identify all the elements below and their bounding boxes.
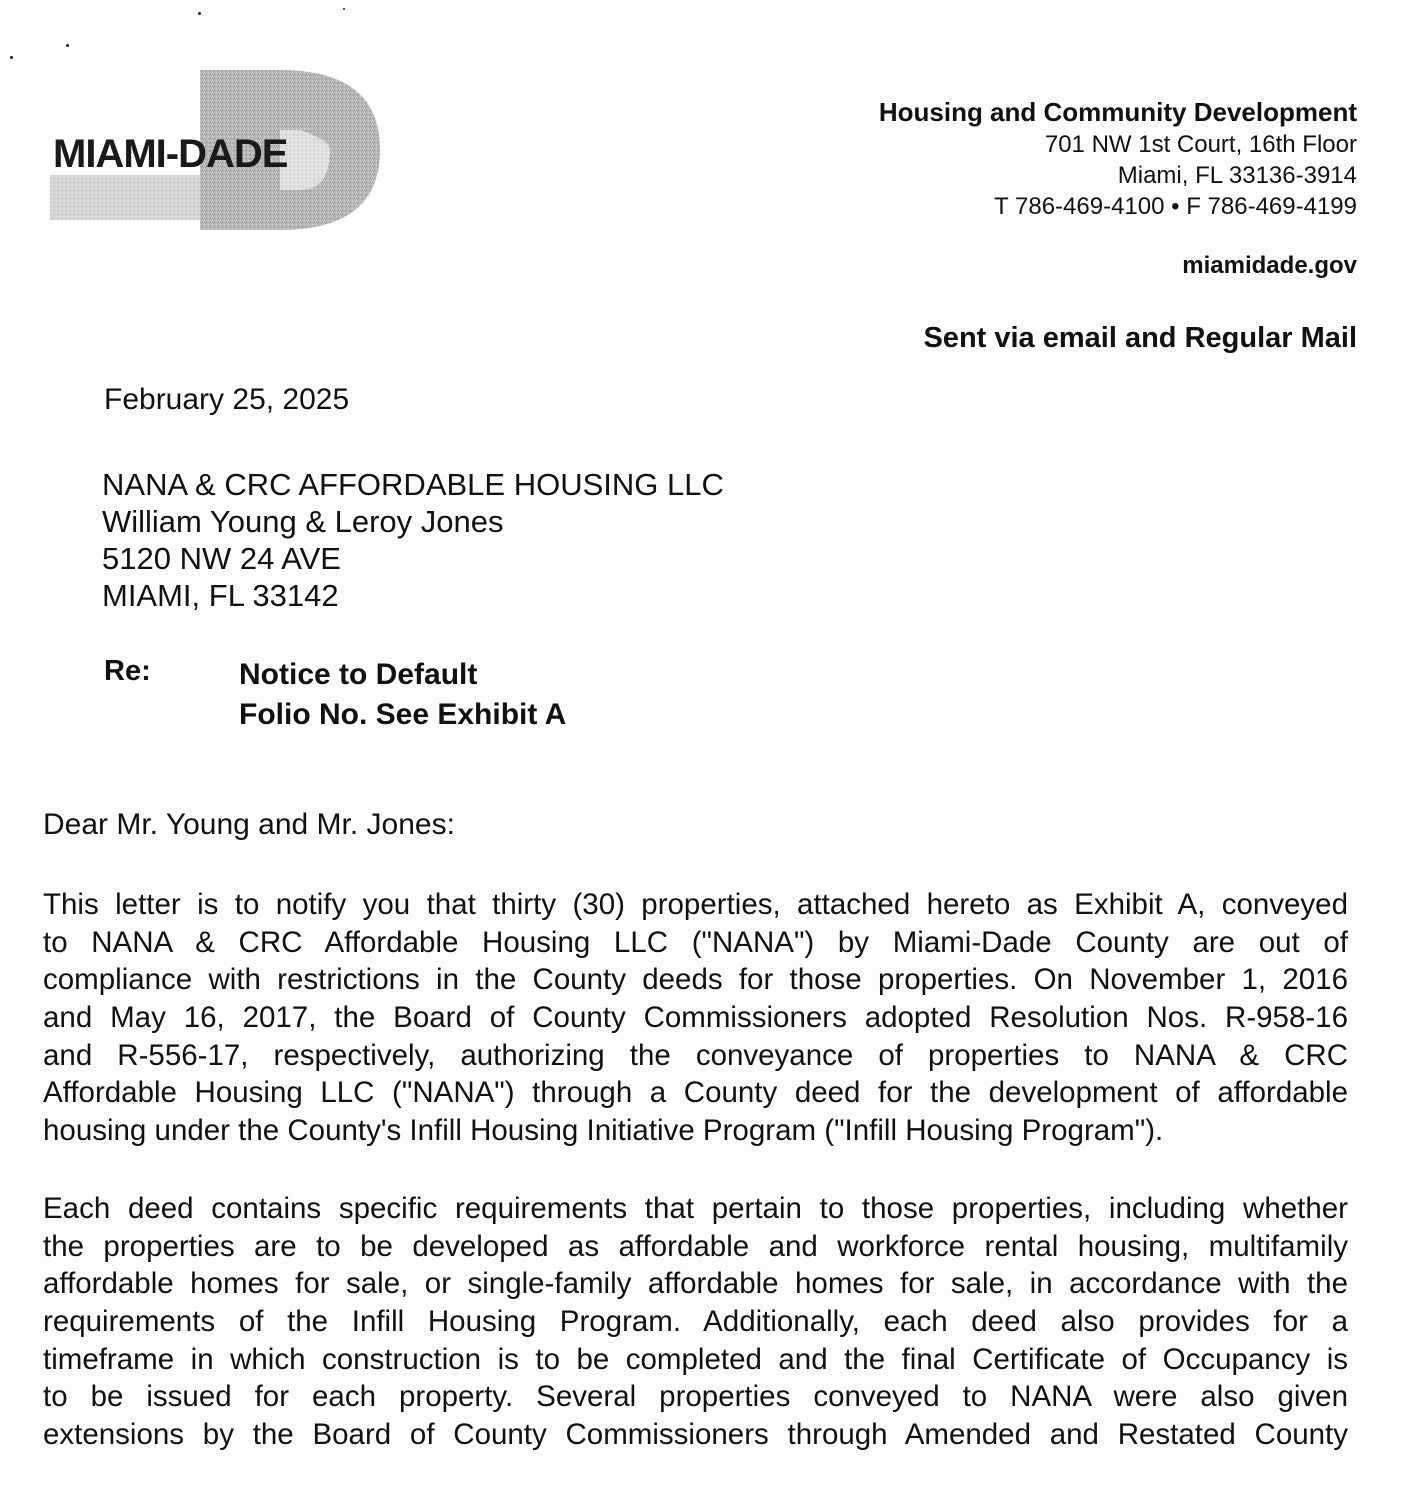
scan-speck — [66, 44, 69, 47]
letterhead-contact — [879, 95, 1357, 280]
body-paragraph-2 — [43, 1190, 1348, 1454]
paragraph-line: requirements of the Infill Housing Program. Additionally, each deed also provides for a — [43, 1305, 1348, 1339]
recipient-names: William Young & Leroy Jones — [102, 504, 504, 539]
phone-fax: T 786-469-4100 • F 786-469-4199 — [994, 193, 1357, 220]
miami-dade-logo — [50, 70, 380, 230]
paragraph-line: compliance with restrictions in the County deeds for those properties. On November 1, 2016 — [43, 963, 1348, 997]
re-subject-line-2: Folio No. See Exhibit A — [239, 698, 567, 731]
paragraph-line: affordable homes for sale, or single-family affordable homes for sale, in accordance with the — [43, 1267, 1348, 1301]
letter-date: February 25, 2025 — [104, 383, 350, 416]
paragraph-line: and R-556-17, respectively, authorizing the conveyance of properties to NANA & CRC — [43, 1038, 1348, 1072]
recipient-city: MIAMI, FL 33142 — [102, 578, 339, 613]
paragraph-line: extensions by the Board of County Commissioners through Amended and Restated County — [43, 1418, 1348, 1452]
website-link[interactable]: miamidade.gov — [1182, 252, 1357, 279]
recipient-company: NANA & CRC AFFORDABLE HOUSING LLC — [102, 467, 724, 502]
paragraph-line: and May 16, 2017, the Board of County Commissioners adopted Resolution Nos. R-958-16 — [43, 1001, 1348, 1035]
body-paragraph-1 — [43, 886, 1348, 1150]
address-line-2: Miami, FL 33136-3914 — [1117, 162, 1357, 189]
delivery-note: Sent via email and Regular Mail — [923, 322, 1357, 354]
scan-speck — [343, 8, 345, 10]
re-label: Re: — [104, 655, 151, 687]
paragraph-line: This letter is to notify you that thirty (30) properties, attached hereto as Exhibit A, conveyed — [43, 888, 1348, 921]
logo-wordmark: MIAMI-DADE — [53, 132, 288, 176]
recipient-address — [102, 466, 724, 614]
address-line-1: 701 NW 1st Court, 16th Floor — [1044, 131, 1357, 158]
scan-speck — [10, 56, 13, 59]
paragraph-line: to NANA & CRC Affordable Housing LLC ("NANA") by Miami-Dade County are out of — [43, 925, 1348, 959]
paragraph-line: housing under the County's Infill Housing Initiative Program ("Infill Housing Program"). — [43, 1114, 1164, 1148]
paragraph-line: timeframe in which construction is to be completed and the final Certificate of Occupancy is — [43, 1342, 1348, 1376]
paragraph-line: Each deed contains specific requirements that pertain to those properties, including whether — [43, 1192, 1348, 1225]
recipient-street: 5120 NW 24 AVE — [102, 541, 341, 576]
salutation: Dear Mr. Young and Mr. Jones: — [43, 808, 455, 841]
department-name: Housing and Community Development — [878, 97, 1357, 127]
re-subject-line-1: Notice to Default — [239, 658, 478, 691]
paragraph-line: Affordable Housing LLC ("NANA") through a County deed for the development of affordable — [43, 1076, 1348, 1110]
paragraph-line: the properties are to be developed as affordable and workforce rental housing, multifamily — [43, 1229, 1348, 1263]
scan-speck — [198, 12, 201, 15]
re-subject — [239, 655, 566, 735]
paragraph-line: to be issued for each property. Several properties conveyed to NANA were also given — [43, 1380, 1348, 1414]
